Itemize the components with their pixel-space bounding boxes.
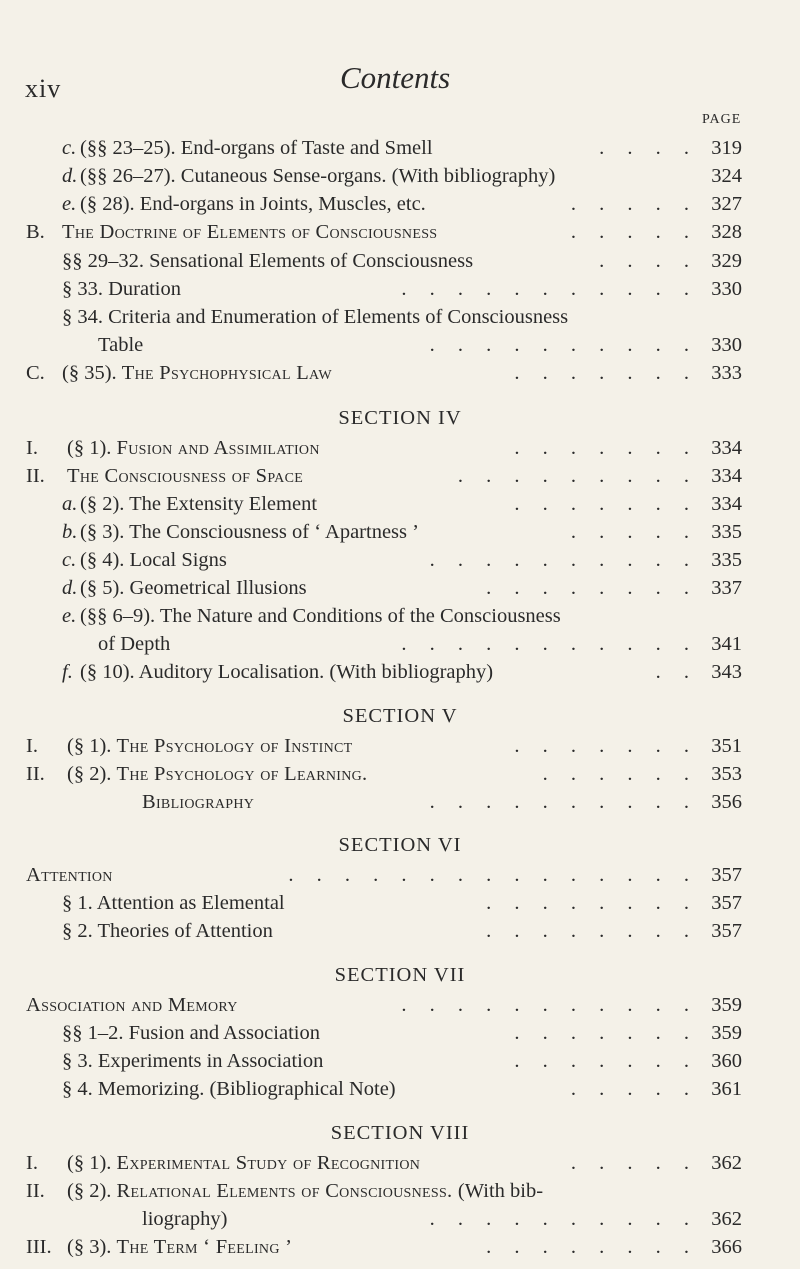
page-ref: 341 [711,633,742,655]
entry-title: (§ 10). Auditory Localisation. (With bibliography) [80,661,494,683]
entry-title: §§ 29–32. Sensational Elements of Consciousness [62,250,474,272]
entry-number: e. [62,605,77,627]
toc-entry [0,434,800,462]
leader-dots: . . . . . [570,1152,698,1174]
leader-dots: . . . . . . . . [486,892,698,914]
entry-number: II. [26,763,45,785]
leader-dots: . . . . . . . . . [457,465,698,487]
page-ref: 362 [711,1152,742,1174]
entry-title: (§ 28). End-organs in Joints, Muscles, etc. [80,193,426,215]
section-heading: SECTION VI [338,834,462,856]
toc-entry [0,630,800,658]
leader-dots: . . . . . . . [514,493,698,515]
entry-title: § 33. Duration [62,278,181,300]
toc-entry [0,359,800,387]
toc-entry [0,162,800,190]
toc-entry [0,1019,800,1047]
entry-title: Attention [26,864,113,886]
page-ref: 366 [711,1236,742,1258]
entry-number: I. [26,1152,38,1174]
page-ref: 327 [711,193,742,215]
page-ref: 330 [711,334,742,356]
section-heading: SECTION VIII [330,1122,470,1144]
section-heading: SECTION VII [334,964,466,986]
entry-title: The Consciousness of Space [67,465,304,487]
entry-number: c. [62,549,77,571]
toc-entry [0,574,800,602]
leader-dots: . . . . . . . . [486,920,698,942]
entry-title: §§ 1–2. Fusion and Association [62,1022,320,1044]
toc-entry [0,760,800,788]
toc-entry [0,546,800,574]
leader-dots: . . . . . [570,1078,698,1100]
toc-entry [0,518,800,546]
toc-entry [0,889,800,917]
toc-entry [0,1075,800,1103]
leader-dots: . . . . [599,137,698,159]
toc-entry [0,991,800,1019]
entry-title: (§ 4). Local Signs [80,549,227,571]
entry-title: § 34. Criteria and Enumeration of Elements of Consciousness [62,306,569,328]
entry-title: (§ 3). The Consciousness of ‘ Apartness ’ [80,521,419,543]
page-ref: 330 [711,278,742,300]
page-ref: 328 [711,221,742,243]
page-header [0,52,800,102]
leader-dots: . . . . . . . [514,1050,698,1072]
leader-dots: . . . . . . . . . . . . . . . [288,864,698,886]
toc-entry [0,247,800,275]
page-ref: 343 [711,661,742,683]
leader-dots: . . . . . [570,193,698,215]
page-ref: 362 [711,1208,742,1230]
page-number: xiv [25,74,62,103]
toc-entry [0,658,800,686]
toc-entry [0,788,800,816]
page-ref: 357 [711,864,742,886]
leader-dots: . . . . . . . . . . . [401,633,698,655]
leader-dots: . . . . . . . . [486,1236,698,1258]
page-ref: 357 [711,892,742,914]
page-ref: 359 [711,1022,742,1044]
entry-title: liography) [142,1208,228,1230]
page-ref: 334 [711,437,742,459]
entry-title: The Doctrine of Elements of Consciousness [62,221,438,243]
entry-title: Association and Memory [26,994,238,1016]
toc-entry [0,1177,800,1205]
toc-entry [0,275,800,303]
entry-title: Table [98,334,144,356]
entry-title: (§ 1). The Psychology of Instinct [67,735,353,757]
page-column-heading: PAGE [702,112,742,127]
toc-entry [0,331,800,359]
section-heading: SECTION IV [338,407,462,429]
entry-title: (§§ 23–25). End-organs of Taste and Smell [80,137,433,159]
entry-number: B. [26,221,45,243]
entry-title: (§ 5). Geometrical Illusions [80,577,307,599]
entry-title: § 2. Theories of Attention [62,920,273,942]
entry-title: (§ 2). The Psychology of Learning. [67,763,368,785]
toc-entry [0,917,800,945]
leader-dots: . . . . . . . . . . [429,334,698,356]
leader-dots: . . . . . . . . . . . [401,278,698,300]
entry-title: (§ 35). The Psychophysical Law [62,362,332,384]
leader-dots: . . . . . [570,221,698,243]
toc-entry [0,462,800,490]
entry-number: d. [62,577,78,599]
page-ref: 335 [711,549,742,571]
leader-dots: . . [655,661,698,683]
entry-title: (§ 1). Experimental Study of Recognition [67,1152,421,1174]
page-ref: 319 [711,137,742,159]
toc-entry [0,1205,800,1233]
page-ref: 324 [711,165,742,187]
leader-dots: . . . . [599,250,698,272]
entry-number: III. [26,1236,52,1258]
page-ref: 335 [711,521,742,543]
entry-number: I. [26,735,38,757]
entry-title: (§ 2). The Extensity Element [80,493,318,515]
entry-title: (§§ 6–9). The Nature and Conditions of the Consciousness [80,605,561,627]
page-ref: 334 [711,465,742,487]
page-ref: 334 [711,493,742,515]
entry-number: b. [62,521,78,543]
page-ref: 361 [711,1078,742,1100]
entry-number: II. [26,1180,45,1202]
entry-number: I. [26,437,38,459]
page-ref: 359 [711,994,742,1016]
toc-entry [0,190,800,218]
toc-entry [0,490,800,518]
entry-title: (§ 1). Fusion and Assimilation [67,437,320,459]
entry-title: § 1. Attention as Elemental [62,892,285,914]
leader-dots: . . . . . . . [514,1022,698,1044]
entry-number: c. [62,137,77,159]
entry-title: (§§ 26–27). Cutaneous Sense-organs. (With bibliography) [80,165,556,187]
page-ref: 360 [711,1050,742,1072]
page-ref: 337 [711,577,742,599]
entry-number: a. [62,493,78,515]
entry-title: § 4. Memorizing. (Bibliographical Note) [62,1078,396,1100]
leader-dots: . . . . . [570,521,698,543]
toc-entry [0,602,800,630]
toc-entry [0,303,800,331]
section-heading: SECTION V [342,705,458,727]
toc-entry [0,134,800,162]
toc-entry [0,861,800,889]
leader-dots: . . . . . . . [514,362,698,384]
leader-dots: . . . . . . . . . . [429,549,698,571]
entry-number: f. [62,661,73,683]
leader-dots: . . . . . . . . . . [429,791,698,813]
page-ref: 333 [711,362,742,384]
leader-dots: . . . . . . [542,763,698,785]
leader-dots: . . . . . . . . [486,577,698,599]
leader-dots: . . . . . . . . . . . [401,994,698,1016]
toc-entry [0,732,800,760]
page-ref: 357 [711,920,742,942]
toc-entry [0,1233,800,1261]
entry-title: § 3. Experiments in Association [62,1050,324,1072]
entry-number: C. [26,362,45,384]
leader-dots: . . . . . . . . . . [429,1208,698,1230]
page-ref: 356 [711,791,742,813]
entry-title: (§ 2). Relational Elements of Consciousness. (With bib- [67,1180,544,1202]
toc-entry [0,1149,800,1177]
entry-title: Bibliography [142,791,255,813]
toc-entry [0,218,800,246]
entry-title: (§ 3). The Term ‘ Feeling ’ [67,1236,293,1258]
leader-dots: . . . . . . . [514,735,698,757]
page-ref: 351 [711,735,742,757]
entry-number: II. [26,465,45,487]
running-title: Contents [340,60,451,95]
page-ref: 353 [711,763,742,785]
page-ref: 329 [711,250,742,272]
entry-number: e. [62,193,77,215]
leader-dots: . . . . . . . [514,437,698,459]
entry-number: d. [62,165,78,187]
entry-title: of Depth [98,633,171,655]
toc-entry [0,1047,800,1075]
